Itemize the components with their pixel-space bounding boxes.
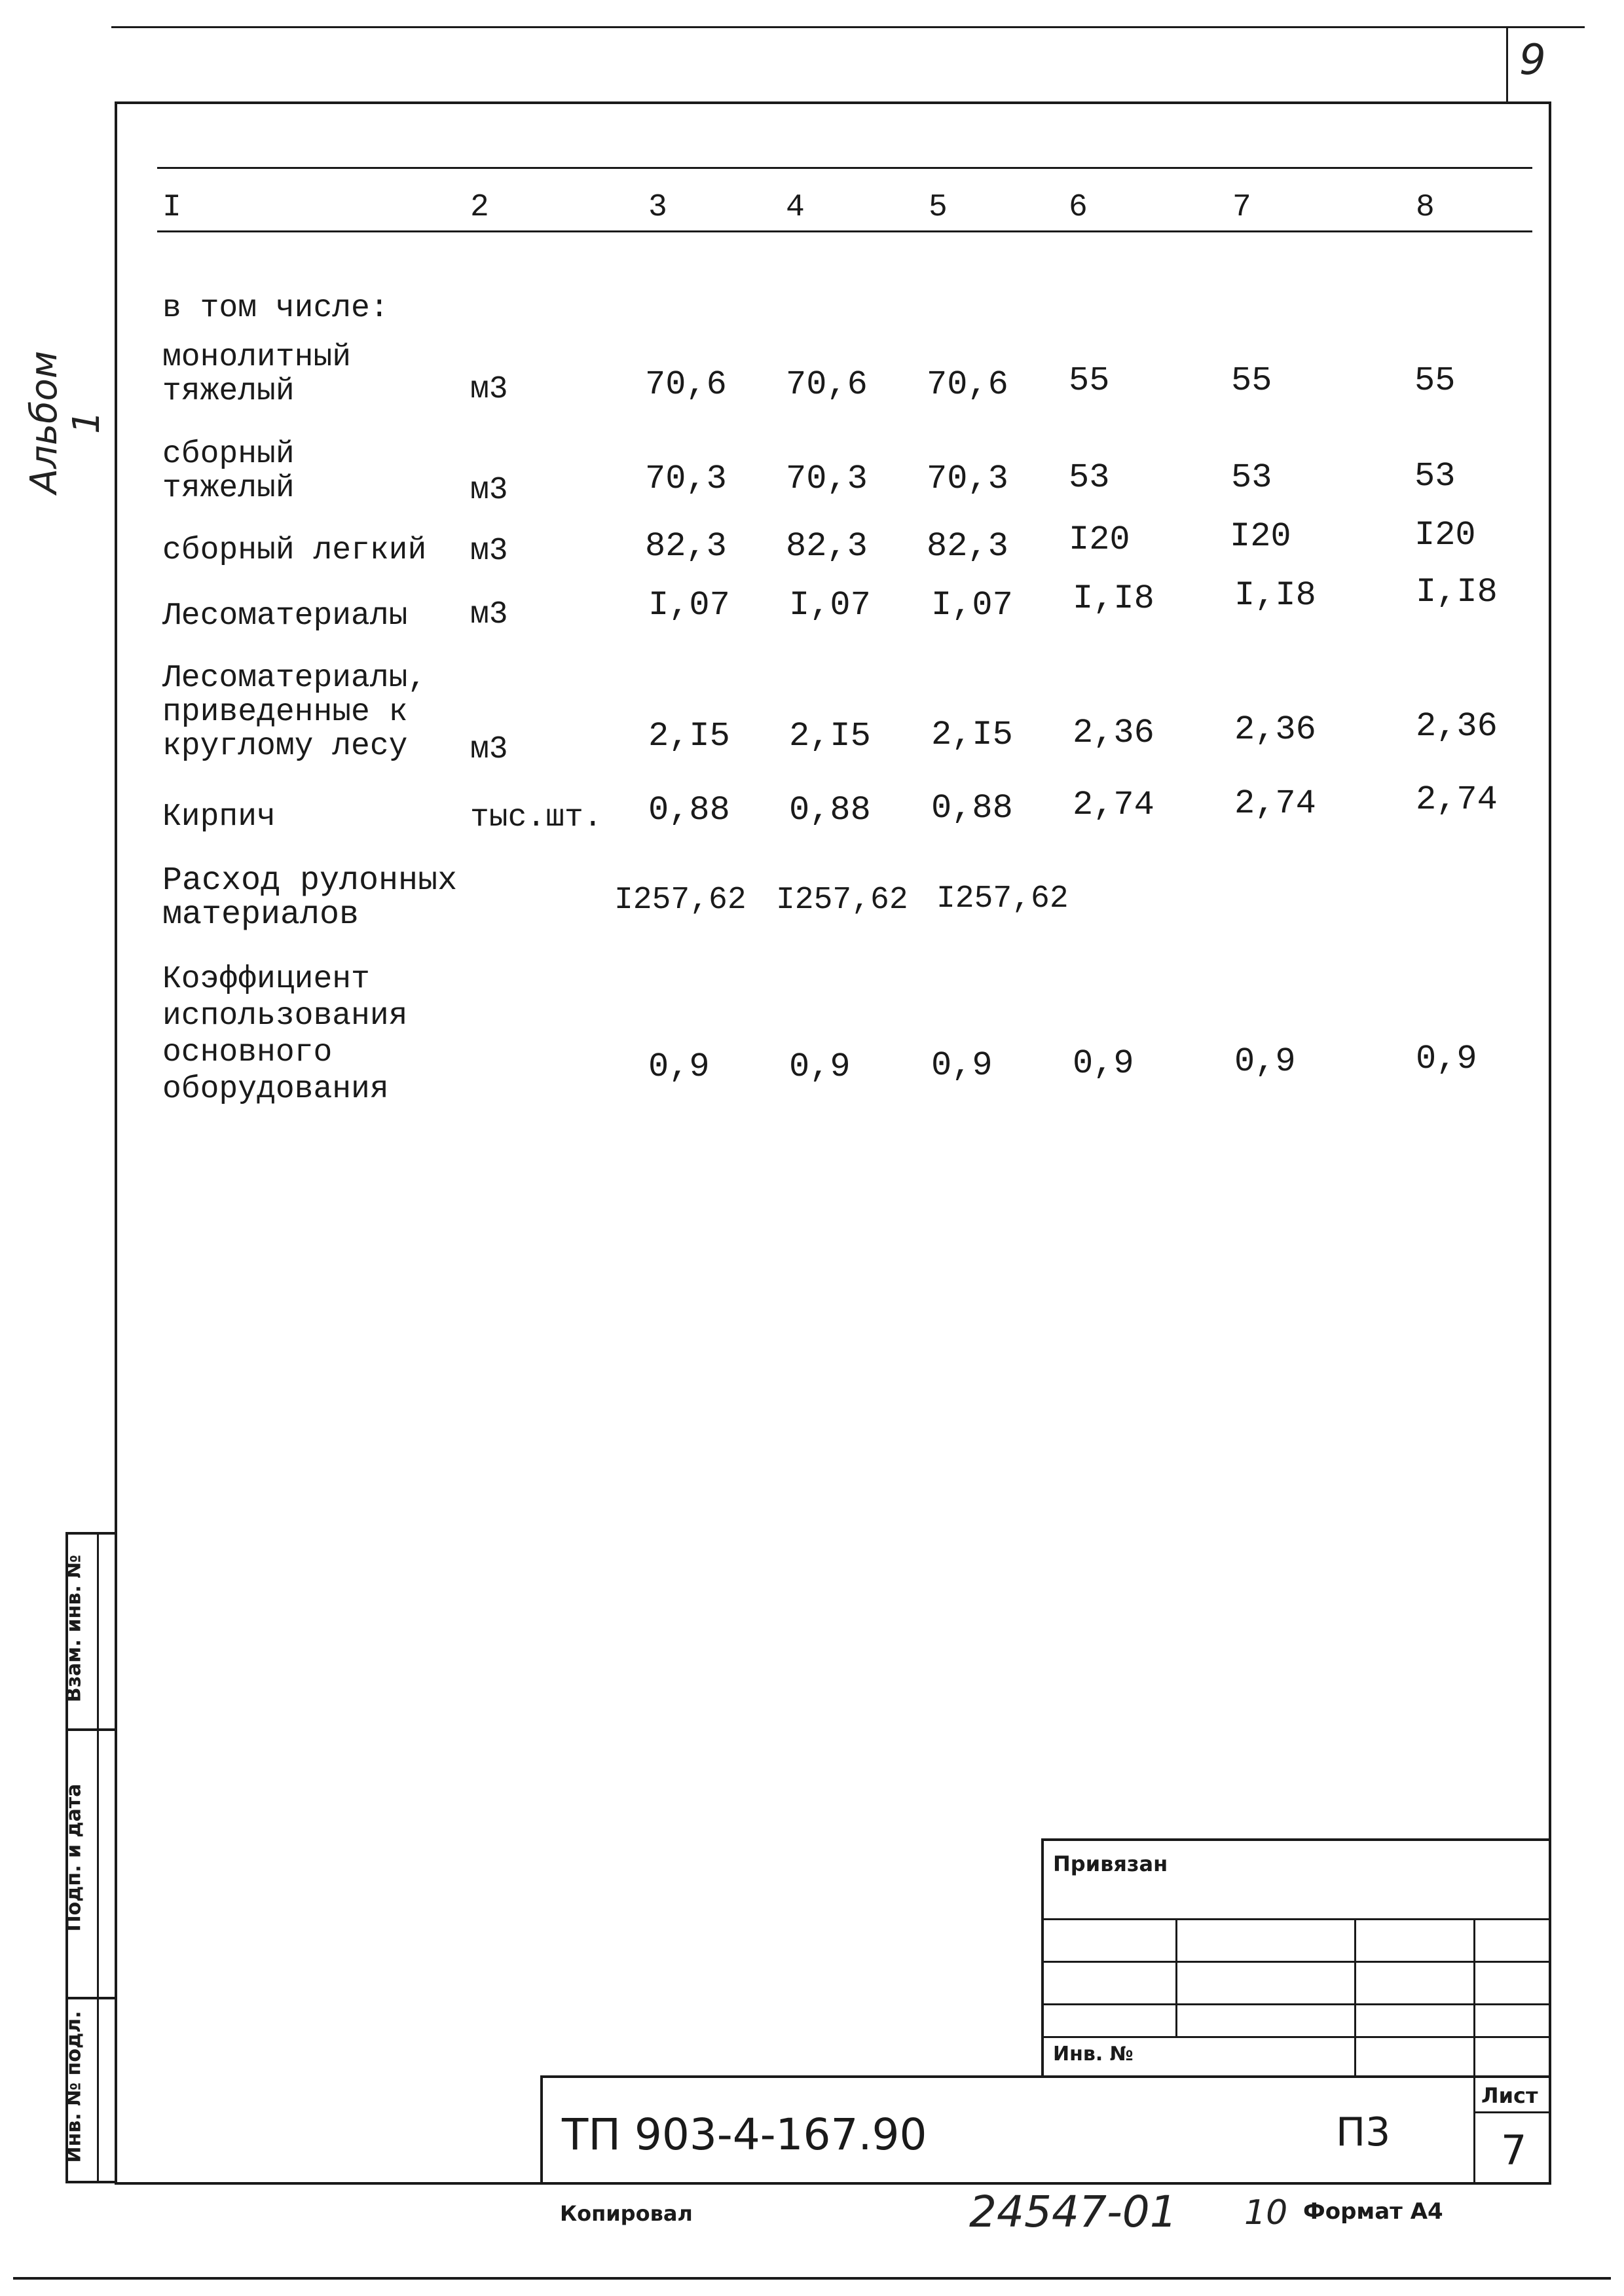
section-code: П3 — [1336, 2109, 1391, 2155]
frame-right — [1549, 101, 1551, 2183]
row-label: монолитный тяжелый — [162, 340, 352, 409]
cell: 0,88 — [931, 789, 1013, 828]
cell: 2,74 — [1234, 784, 1316, 823]
table-header-rule — [157, 230, 1532, 232]
cell: 53 — [1231, 458, 1272, 497]
column-header-4: 4 — [786, 190, 805, 225]
cell: 70,3 — [927, 460, 1008, 498]
privyazan-label: Привязан — [1053, 1851, 1168, 1876]
cell: 70,3 — [786, 460, 868, 498]
side-stamp-div2 — [65, 1997, 117, 1999]
row-unit: м3 — [470, 534, 508, 569]
cell: 55 — [1069, 361, 1110, 400]
cell: I,07 — [789, 586, 871, 625]
cell: 2,I5 — [648, 717, 730, 756]
column-header-2: 2 — [470, 190, 489, 225]
row-unit: м3 — [470, 732, 508, 767]
cell: 2,74 — [1073, 786, 1154, 824]
page-bottom-line — [13, 2277, 1611, 2280]
cell: 0,9 — [931, 1046, 993, 1085]
sheet-label-rule — [1473, 2111, 1551, 2113]
column-header-8: 8 — [1416, 190, 1435, 225]
cell: 70,6 — [927, 365, 1008, 404]
cell: 70,6 — [645, 365, 727, 404]
kopiroval-label: Копировал — [560, 2201, 693, 2226]
cell: 53 — [1414, 457, 1456, 496]
row-unit: м3 — [470, 597, 508, 632]
cell: 2,36 — [1073, 714, 1154, 752]
tb-col-2 — [1354, 1918, 1356, 2075]
tb-top — [1041, 1838, 1551, 1841]
cell: I257,62 — [936, 881, 1069, 917]
vzam-inv-label: Взам. инв. № — [62, 1554, 86, 1703]
stamp-left — [540, 2075, 543, 2183]
frame-top — [115, 101, 1549, 104]
cell: 0,88 — [648, 791, 730, 829]
cell: I257,62 — [776, 883, 908, 918]
inv-no-label: Инв. № — [1053, 2043, 1134, 2066]
page-number: 9 — [1519, 36, 1546, 84]
tb-col-1 — [1175, 1918, 1177, 2036]
column-header-7: 7 — [1232, 190, 1251, 225]
row-label: Лесоматериалы — [162, 598, 408, 634]
cell: I,I8 — [1073, 579, 1154, 618]
row-unit: тыс.шт. — [470, 800, 602, 835]
row-unit: м3 — [470, 372, 508, 407]
side-stamp-bottom — [65, 2181, 117, 2183]
format-label: Формат А4 — [1303, 2198, 1443, 2225]
sheet-number: 7 — [1501, 2126, 1527, 2174]
cell: I,07 — [648, 586, 730, 625]
cell: 82,3 — [927, 527, 1008, 566]
cell: 2,I5 — [789, 717, 871, 756]
inv-podl-label: Инв. № подл. — [62, 2011, 86, 2163]
frame-bottom — [115, 2182, 1551, 2185]
cell: 55 — [1414, 361, 1456, 400]
cell: I20 — [1069, 520, 1130, 559]
row-label: Коэффициент использования основного оборудования — [162, 962, 408, 1107]
cell: 55 — [1231, 361, 1272, 400]
row-unit: м3 — [470, 473, 508, 508]
album-label: Альбом 1 — [23, 350, 108, 494]
cell: 0,88 — [789, 791, 871, 829]
column-header-1: I — [162, 190, 181, 225]
cell: 0,9 — [1416, 1040, 1477, 1078]
cell: I,I8 — [1234, 576, 1316, 615]
table-top-rule — [157, 167, 1532, 169]
cell: 70,3 — [645, 460, 727, 498]
row-label: Лесоматериалы, приведенные к круглому лесу — [162, 661, 427, 764]
cell: 82,3 — [645, 527, 727, 566]
podp-data-label: Подп. и дата — [62, 1783, 86, 1932]
cell: 0,9 — [648, 1048, 710, 1086]
column-header-6: 6 — [1069, 190, 1088, 225]
side-stamp-inner — [97, 1532, 99, 2183]
side-stamp-top — [65, 1532, 117, 1535]
top-edge-line — [111, 26, 1585, 28]
cell: I20 — [1414, 516, 1476, 555]
cell: 82,3 — [786, 527, 868, 566]
cell: 0,9 — [1073, 1044, 1134, 1083]
row-label: Расход рулонных материалов — [162, 862, 458, 934]
column-header-3: 3 — [648, 190, 667, 225]
cell: 2,36 — [1234, 710, 1316, 749]
cell: I,07 — [931, 586, 1013, 625]
tb-col-3 — [1473, 1918, 1475, 2183]
row-label: сборный легкий — [162, 533, 427, 568]
column-header-5: 5 — [929, 190, 948, 225]
cell: I257,62 — [614, 883, 747, 918]
cell: 0,9 — [1234, 1042, 1296, 1081]
page-number-box-left — [1506, 26, 1508, 101]
side-stamp-div1 — [65, 1728, 117, 1731]
tb-left — [1041, 1838, 1044, 2075]
cell: 2,36 — [1416, 707, 1498, 746]
row-label: сборный тяжелый — [162, 437, 295, 506]
cell: 70,6 — [786, 365, 868, 404]
cell: I,I8 — [1416, 573, 1498, 611]
table-subheading: в том числе: — [162, 291, 389, 326]
sheet-label: Лист — [1481, 2083, 1538, 2108]
copy-number: 10 — [1244, 2193, 1288, 2232]
cell: 2,I5 — [931, 716, 1013, 754]
stamp-top — [540, 2075, 1551, 2078]
cell: 2,74 — [1416, 780, 1498, 819]
cell: I20 — [1230, 517, 1291, 556]
cell: 0,9 — [789, 1048, 851, 1086]
cell: 53 — [1069, 458, 1110, 497]
row-label: Кирпич — [162, 799, 276, 835]
frame-left — [115, 101, 117, 2183]
order-number: 24547-01 — [969, 2187, 1177, 2237]
doc-code: ТП 903-4-167.90 — [562, 2109, 927, 2160]
